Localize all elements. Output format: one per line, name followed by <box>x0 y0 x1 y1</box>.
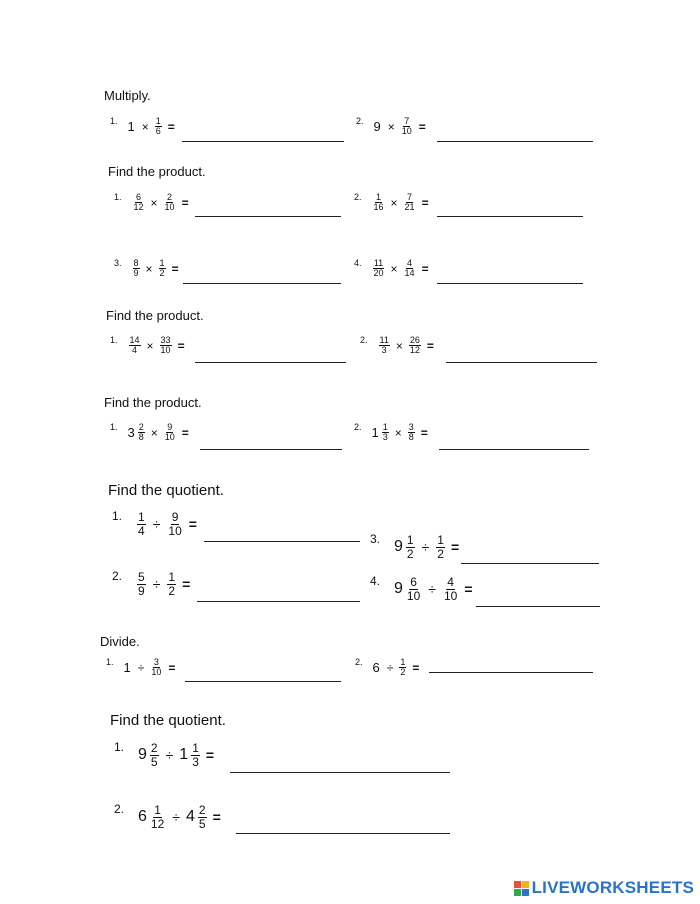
problem <box>114 193 189 213</box>
fraction <box>160 336 172 356</box>
denominator: 10 <box>151 667 162 678</box>
section-heading: Find the product. <box>106 308 204 323</box>
whole-number: 1 <box>179 746 189 764</box>
operator: × <box>150 425 158 440</box>
numerator: 1 <box>154 803 161 817</box>
section-heading: Find the product. <box>108 164 206 179</box>
denominator: 2 <box>437 546 444 561</box>
numerator: 1 <box>376 192 382 202</box>
denominator: 14 <box>404 268 415 279</box>
problem-number: 3. <box>114 257 122 268</box>
denominator: 10 <box>401 126 412 137</box>
problem-number: 2. <box>112 569 123 584</box>
numerator: 1 <box>138 510 145 524</box>
fraction <box>399 658 406 678</box>
logo-square <box>514 881 521 888</box>
section-heading: Multiply. <box>104 88 151 103</box>
fraction <box>133 193 145 213</box>
fraction <box>373 193 385 213</box>
whole-number: 4 <box>185 808 195 826</box>
problem-number: 4. <box>354 257 362 268</box>
answer-line[interactable] <box>446 362 597 363</box>
denominator: 10 <box>443 588 458 603</box>
denominator: 12 <box>150 816 165 831</box>
answer-line[interactable] <box>182 141 344 142</box>
equals-sign: = <box>464 581 473 598</box>
equals-sign: = <box>426 338 434 353</box>
numerator: 14 <box>129 335 140 345</box>
fraction <box>150 804 165 830</box>
operator: × <box>394 425 402 440</box>
numerator: 4 <box>407 258 413 268</box>
operator: ÷ <box>152 576 161 593</box>
fraction <box>167 511 182 537</box>
fraction <box>404 259 416 279</box>
fraction <box>404 193 416 213</box>
operator: × <box>390 261 398 276</box>
section-heading: Divide. <box>100 634 140 649</box>
section-heading: Find the quotient. <box>110 712 226 729</box>
denominator: 16 <box>373 202 384 213</box>
operator: ÷ <box>137 660 145 675</box>
denominator: 4 <box>132 345 138 356</box>
fraction <box>191 742 200 768</box>
numerator: 9 <box>171 510 179 524</box>
operator: ÷ <box>165 747 174 764</box>
numerator: 3 <box>408 422 414 432</box>
answer-line[interactable] <box>183 283 341 284</box>
section-heading: Find the quotient. <box>108 482 224 499</box>
denominator: 5 <box>150 754 158 769</box>
whole-number: 9 <box>394 580 403 598</box>
operator: ÷ <box>152 516 161 533</box>
answer-line[interactable] <box>439 449 589 450</box>
fraction <box>137 511 146 537</box>
denominator: 8 <box>138 432 144 443</box>
problem <box>360 336 434 356</box>
problem <box>110 336 185 356</box>
problem <box>354 259 429 279</box>
denominator: 2 <box>168 583 176 598</box>
operator: × <box>387 119 395 134</box>
equals-sign: = <box>421 261 429 276</box>
equals-sign: = <box>181 195 189 210</box>
equals-sign: = <box>420 425 428 440</box>
numerator: 11 <box>373 258 384 268</box>
numerator: 2 <box>138 422 144 432</box>
equals-sign: = <box>167 119 175 134</box>
fraction <box>379 336 390 356</box>
operator: × <box>150 195 158 210</box>
denominator: 8 <box>408 432 414 443</box>
numerator: 2 <box>150 741 158 755</box>
problem-number: 4. <box>370 574 381 589</box>
fraction <box>164 193 176 213</box>
fraction <box>133 259 140 279</box>
denominator: 12 <box>133 202 144 213</box>
logo-square <box>522 889 529 896</box>
numerator: 5 <box>138 570 145 584</box>
numerator: 7 <box>407 192 413 202</box>
numerator: 1 <box>400 657 406 667</box>
denominator: 2 <box>159 268 165 279</box>
fraction <box>129 336 141 356</box>
fraction <box>164 423 176 443</box>
problem <box>356 117 426 137</box>
numerator: 1 <box>168 570 176 584</box>
equals-sign: = <box>171 261 179 276</box>
denominator: 10 <box>164 202 175 213</box>
fraction <box>408 423 415 443</box>
fraction <box>406 534 415 560</box>
problem-number: 1. <box>106 656 114 667</box>
denominator: 6 <box>155 126 161 137</box>
operator: ÷ <box>172 809 180 826</box>
whole-number: 6 <box>138 808 147 826</box>
fraction <box>373 259 385 279</box>
denominator: 4 <box>138 523 145 538</box>
answer-line[interactable] <box>195 362 346 363</box>
problem-number: 1. <box>110 334 118 345</box>
operator: × <box>390 195 398 210</box>
denominator: 9 <box>133 268 139 279</box>
equals-sign: = <box>168 660 176 675</box>
answer-line[interactable] <box>437 283 583 284</box>
section-heading: Find the product. <box>104 395 202 410</box>
equals-sign: = <box>182 576 191 593</box>
problem-number: 2. <box>360 334 368 345</box>
equals-sign: = <box>450 539 460 556</box>
denominator: 12 <box>409 345 420 356</box>
answer-line[interactable] <box>197 601 360 602</box>
operator: × <box>145 261 153 276</box>
liveworksheets-logo <box>514 878 694 898</box>
whole-number: 9 <box>373 119 381 135</box>
problem-number: 1. <box>114 740 125 755</box>
fraction <box>150 742 159 768</box>
answer-line[interactable] <box>236 833 450 834</box>
problem-number: 2. <box>355 656 363 667</box>
denominator: 21 <box>404 202 415 213</box>
operator: × <box>141 119 149 134</box>
problem <box>370 534 459 560</box>
numerator: 7 <box>404 116 410 126</box>
denominator: 3 <box>382 432 388 443</box>
problem-number: 3. <box>370 532 381 547</box>
answer-line[interactable] <box>185 681 341 682</box>
numerator: 33 <box>160 335 171 345</box>
equals-sign: = <box>421 195 429 210</box>
fraction <box>138 423 145 443</box>
problem <box>354 423 428 443</box>
numerator: 1 <box>155 116 161 126</box>
denominator: 20 <box>373 268 384 279</box>
problem-number: 1. <box>110 115 118 126</box>
answer-line[interactable] <box>437 141 593 142</box>
fraction <box>436 534 445 560</box>
operator: ÷ <box>428 581 436 598</box>
fraction <box>155 117 162 137</box>
numerator: 9 <box>167 422 173 432</box>
whole-number: 9 <box>138 746 147 764</box>
denominator: 5 <box>198 816 206 831</box>
equals-sign: = <box>412 660 420 675</box>
denominator: 3 <box>381 345 387 356</box>
fraction <box>167 571 176 597</box>
answer-line[interactable] <box>195 216 341 217</box>
operator: × <box>395 338 403 353</box>
fraction <box>443 576 458 602</box>
problem <box>355 658 419 678</box>
problem <box>114 742 214 768</box>
operator: × <box>146 338 154 353</box>
fraction <box>198 804 207 830</box>
problem <box>370 576 473 602</box>
denominator: 2 <box>400 667 406 678</box>
problem-number: 2. <box>354 421 362 432</box>
equals-sign: = <box>177 338 185 353</box>
numerator: 2 <box>198 803 206 817</box>
problem <box>110 117 175 137</box>
problem-number: 2. <box>354 191 362 202</box>
whole-number: 9 <box>394 538 403 556</box>
numerator: 6 <box>136 192 142 202</box>
problem <box>354 193 429 213</box>
denominator: 10 <box>168 523 182 538</box>
problem-number: 1. <box>114 191 122 202</box>
answer-line[interactable] <box>437 216 583 217</box>
fraction <box>159 259 166 279</box>
logo-square <box>514 889 521 896</box>
answer-line[interactable] <box>476 606 600 607</box>
answer-line[interactable] <box>429 672 593 673</box>
fraction <box>382 423 389 443</box>
logo-square <box>522 881 529 888</box>
problem <box>112 571 190 597</box>
numerator: 4 <box>447 575 454 589</box>
whole-number: 1 <box>127 119 135 135</box>
equals-sign: = <box>205 747 215 764</box>
problem <box>106 658 175 678</box>
problem <box>114 804 221 830</box>
denominator: 10 <box>406 588 421 603</box>
numerator: 2 <box>167 192 173 202</box>
whole-number: 6 <box>372 660 380 676</box>
operator: ÷ <box>386 660 394 675</box>
numerator: 1 <box>406 533 414 547</box>
denominator: 10 <box>160 345 171 356</box>
problem-number: 1. <box>110 421 118 432</box>
problem <box>114 259 179 279</box>
logo-grid-icon <box>514 881 529 896</box>
equals-sign: = <box>418 119 426 134</box>
numerator: 8 <box>133 258 139 268</box>
denominator: 2 <box>406 546 414 561</box>
numerator: 1 <box>437 533 444 547</box>
problem-number: 2. <box>114 802 125 817</box>
whole-number: 1 <box>123 660 131 676</box>
whole-number: 3 <box>127 425 135 441</box>
fraction <box>409 336 421 356</box>
answer-line[interactable] <box>230 772 450 773</box>
denominator: 9 <box>138 583 145 598</box>
equals-sign: = <box>181 425 189 440</box>
numerator: 3 <box>153 657 159 667</box>
logo-text: LIVEWORKSHEETS <box>531 878 694 897</box>
denominator: 3 <box>192 754 199 769</box>
fraction <box>406 576 421 602</box>
problem-number: 2. <box>356 115 364 126</box>
denominator: 10 <box>164 432 175 443</box>
answer-line[interactable] <box>461 563 599 564</box>
equals-sign: = <box>212 809 221 826</box>
numerator: 11 <box>379 335 389 345</box>
fraction <box>401 117 413 137</box>
operator: ÷ <box>421 539 430 556</box>
numerator: 1 <box>159 258 165 268</box>
problem <box>112 511 197 537</box>
whole-number: 1 <box>371 425 379 441</box>
problem <box>110 423 189 443</box>
numerator: 6 <box>410 575 417 589</box>
numerator: 1 <box>192 741 199 755</box>
fraction <box>150 658 162 678</box>
answer-line[interactable] <box>200 449 342 450</box>
equals-sign: = <box>188 516 197 533</box>
answer-line[interactable] <box>204 541 360 542</box>
fraction <box>137 571 146 597</box>
problem-number: 1. <box>112 509 123 524</box>
numerator: 1 <box>382 422 388 432</box>
numerator: 26 <box>409 335 420 345</box>
